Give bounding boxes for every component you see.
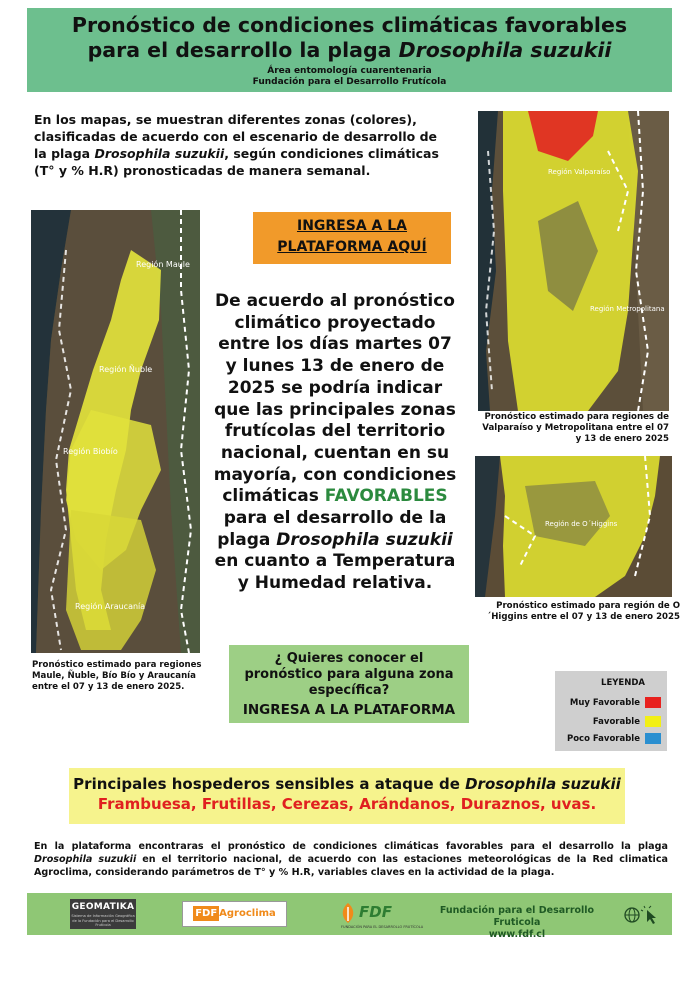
platform-link[interactable]: INGRESA A LA PLATAFORMA xyxy=(242,702,456,718)
footer-icons xyxy=(623,905,663,925)
host-crops-box xyxy=(69,768,625,824)
legend-swatch-blue xyxy=(645,733,661,744)
map-central-caption: Pronóstico estimado para regiones de Valparaíso y Metropolitana entre el 07 y 13 de enero 2025 xyxy=(482,412,669,444)
legend-swatch-yellow xyxy=(645,716,661,727)
footer-organization: Fundación para el Desarrollo Fruticola www.fdf.cl xyxy=(422,905,612,941)
legend-item-poco-favorable: Poco Favorable xyxy=(567,733,661,744)
specific-zone-cta[interactable] xyxy=(229,645,469,723)
footer-bar xyxy=(27,893,672,940)
map-label-nuble: Región Ñuble xyxy=(99,365,153,374)
organization-label: Fundación para el Desarrollo Frutícola xyxy=(252,77,447,87)
legend-item-muy-favorable: Muy Favorable xyxy=(570,697,661,708)
map-ohiggins-region[interactable] xyxy=(475,456,672,597)
fdf-logo[interactable]: FDF FUNDACIÓN PARA EL DESARROLLO FRUTÍCOLA xyxy=(341,903,424,929)
map-central-regions[interactable] xyxy=(478,111,669,411)
page-header xyxy=(27,8,672,92)
page-title: Pronóstico de condiciones climáticas favorables para el desarrollo la plaga Drosophila suzukii xyxy=(71,13,628,62)
platform-link-button[interactable]: INGRESA A LA PLATAFORMA AQUÍ xyxy=(253,212,451,264)
map-label-metropolitana: Región Metropolitana xyxy=(590,305,665,313)
map-label-araucania: Región Araucanía xyxy=(75,602,146,611)
platform-description: En la plataforma encontraras el pronóstico de condiciones climáticas favorables para el desarrollo la plaga Drosophila suzukii en el territorio nacional, de acuerdo con las estaciones meteorológicas de la Red climatica Agroclima, considerando parámetros de T° y % H.R, variables claves en la actividad de la plaga. xyxy=(34,841,668,878)
map-label-maule: Región Maule xyxy=(136,260,190,269)
globe-icon[interactable] xyxy=(625,908,639,922)
map-ohiggins-caption: Pronóstico estimado para región de O´Higgins entre el 07 y 13 de enero 2025 xyxy=(486,601,680,622)
map-label-ohiggins: Región de O´Higgins xyxy=(545,520,618,528)
legend-item-favorable: Favorable xyxy=(593,716,661,727)
fdf-leaf-icon xyxy=(339,901,357,925)
host-crops-list: Frambuesa, Frutillas, Cerezas, Arándanos, Duraznos, uvas. xyxy=(97,795,597,813)
map-south-caption: Pronóstico estimado para regiones Maule, Ñuble, Bío Bío y Araucanía entre el 07 y 13 de enero 2025. xyxy=(32,660,202,692)
map-legend xyxy=(555,671,667,751)
map-south-regions[interactable] xyxy=(31,210,200,653)
legend-title: LEYENDA xyxy=(601,678,645,688)
department-label: Área entomología cuarentenaria xyxy=(267,66,432,76)
cursor-click-icon xyxy=(641,906,656,924)
geomatika-logo[interactable]: GEOMATIKA Sistema de Información Geográfica de la Fundación para el Desarrollo Frutícola xyxy=(70,899,136,929)
forecast-summary-text: De acuerdo al pronóstico climático proyectado entre los días martes 07 y lunes 13 de enero de 2025 se podría indicar que las principales zonas frutícolas del territorio nacional, cuentan en su mayoría, con condiciones climáticas FAVORABLES para el desarrollo de la plaga Drosophila suzukii en cuanto a Temperatura y Humedad relativa. xyxy=(213,291,457,594)
map-label-biobio: Región Biobío xyxy=(63,447,118,456)
footer-website-link[interactable]: www.fdf.cl xyxy=(488,929,546,940)
favorable-highlight: FAVORABLES xyxy=(324,486,448,507)
agroclima-logo[interactable]: FDF Agroclima xyxy=(182,901,287,927)
legend-swatch-red xyxy=(645,697,661,708)
host-crops-title: Principales hospederos sensibles a ataque de Drosophila suzukii xyxy=(73,775,621,793)
intro-text: En los mapas, se muestran diferentes zonas (colores), clasificadas de acuerdo con el escenario de desarrollo de la plaga Drosophila suzukii, según condiciones climáticas (T° y % H.R) pronosticadas de manera semanal. xyxy=(34,112,439,178)
map-label-valparaiso: Región Valparaíso xyxy=(548,168,611,176)
specific-zone-question: ¿ Quieres conocer el pronóstico para alguna zona específica? xyxy=(244,651,454,698)
